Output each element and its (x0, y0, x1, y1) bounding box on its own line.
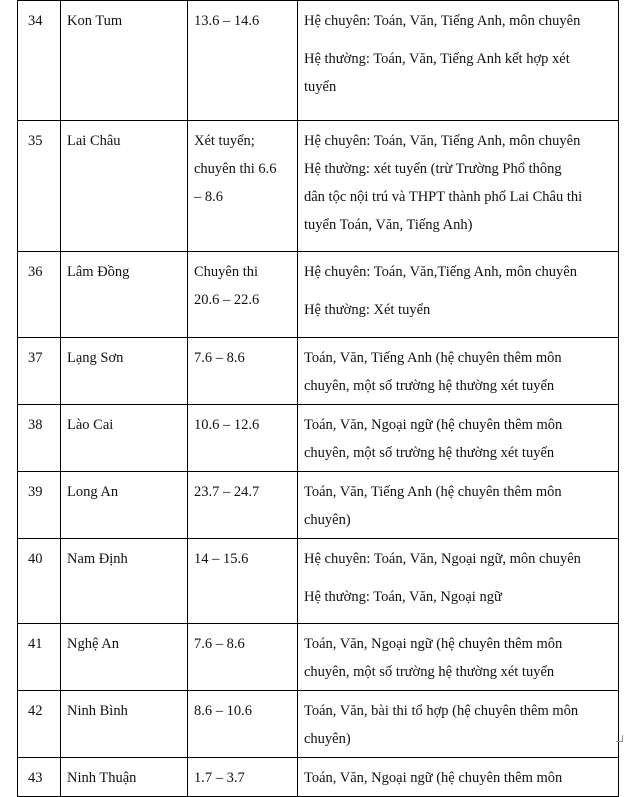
exam-date (188, 472, 298, 539)
exam-date-line: 7.6 – 8.6 (194, 636, 245, 652)
province-name: Nam Định (61, 539, 188, 624)
exam-date (188, 405, 298, 472)
province-name: Lào Cai (61, 405, 188, 472)
row-number: 37 (18, 338, 61, 405)
province-name: Long An (61, 472, 188, 539)
subjects-line: Toán, Văn, Tiếng Anh (hệ chuyên thêm môn (304, 484, 562, 500)
province-name: Ninh Bình (61, 691, 188, 758)
exam-date-line: 14 – 15.6 (194, 551, 249, 567)
province-name: Nghệ An (61, 624, 188, 691)
subjects-line: Toán, Văn, Tiếng Anh (hệ chuyên thêm môn (304, 350, 562, 366)
table-row (18, 691, 619, 758)
subjects-line: Toán, Văn, bài thi tổ hợp (hệ chuyên thêm môn (304, 703, 579, 719)
exam-date (188, 338, 298, 405)
table-row (18, 405, 619, 472)
province-name: Ninh Thuận (61, 758, 188, 797)
exam-subjects (298, 691, 619, 758)
province-name: Kon Tum (61, 1, 188, 121)
subjects-line: tuyển (304, 79, 337, 95)
subjects-line: Hệ thường: Toán, Văn, Tiếng Anh kết hợp xét (304, 51, 570, 67)
table-row (18, 758, 619, 797)
page-corner-mark (616, 735, 623, 742)
subjects-line: tuyển Toán, Văn, Tiếng Anh) (304, 217, 473, 233)
subjects-line: Hệ chuyên: Toán, Văn, Tiếng Anh, môn chuyên (304, 13, 581, 29)
subjects-line: chuyên, một số trường hệ thường xét tuyển (304, 664, 555, 680)
exam-subjects (298, 338, 619, 405)
subjects-line: Hệ chuyên: Toán, Văn,Tiếng Anh, môn chuyên (304, 264, 577, 280)
exam-date-line: Xét tuyển; (194, 133, 255, 149)
table-row (18, 539, 619, 624)
subjects-line: Hệ chuyên: Toán, Văn, Ngoại ngữ, môn chuyên (304, 551, 581, 567)
exam-subjects (298, 758, 619, 797)
exam-date-line: 1.7 – 3.7 (194, 770, 245, 786)
exam-subjects (298, 405, 619, 472)
subjects-line: Hệ thường: Xét tuyển (304, 302, 431, 318)
exam-schedule-table (17, 0, 619, 797)
row-number: 42 (18, 691, 61, 758)
table-row (18, 624, 619, 691)
row-number: 38 (18, 405, 61, 472)
subjects-line: chuyên) (304, 731, 351, 747)
table-row (18, 472, 619, 539)
exam-date (188, 121, 298, 252)
exam-date-line: chuyên thi 6.6 (194, 161, 277, 177)
exam-date (188, 624, 298, 691)
province-name: Lạng Sơn (61, 338, 188, 405)
row-number: 39 (18, 472, 61, 539)
exam-date (188, 1, 298, 121)
table-body (18, 1, 619, 797)
subjects-line: chuyên, một số trường hệ thường xét tuyển (304, 378, 555, 394)
province-name: Lai Châu (61, 121, 188, 252)
row-number: 34 (18, 1, 61, 121)
exam-subjects (298, 472, 619, 539)
exam-subjects (298, 1, 619, 121)
exam-date (188, 539, 298, 624)
exam-date-line: 7.6 – 8.6 (194, 350, 245, 366)
exam-subjects (298, 539, 619, 624)
table-row (18, 121, 619, 252)
exam-date-line: 13.6 – 14.6 (194, 13, 260, 29)
subjects-line: Hệ chuyên: Toán, Văn, Tiếng Anh, môn chuyên (304, 133, 581, 149)
exam-date (188, 758, 298, 797)
row-number: 36 (18, 252, 61, 338)
subjects-line: chuyên) (304, 512, 351, 528)
exam-date-line: 23.7 – 24.7 (194, 484, 260, 500)
subjects-line: Toán, Văn, Ngoại ngữ (hệ chuyên thêm môn (304, 770, 563, 786)
exam-date-line: 8.6 – 10.6 (194, 703, 252, 719)
table-row (18, 338, 619, 405)
exam-subjects (298, 252, 619, 338)
row-number: 40 (18, 539, 61, 624)
province-name: Lâm Đồng (61, 252, 188, 338)
row-number: 41 (18, 624, 61, 691)
subjects-line: dân tộc nội trú và THPT thành phố Lai Châu thi (304, 189, 583, 205)
exam-date (188, 252, 298, 338)
subjects-line: Toán, Văn, Ngoại ngữ (hệ chuyên thêm môn (304, 417, 563, 433)
exam-date-line: 10.6 – 12.6 (194, 417, 260, 433)
exam-date-line: – 8.6 (194, 189, 223, 205)
exam-subjects (298, 624, 619, 691)
exam-date-line: 20.6 – 22.6 (194, 292, 260, 308)
subjects-line: Hệ thường: Toán, Văn, Ngoại ngữ (304, 589, 502, 605)
subjects-line: chuyên, một số trường hệ thường xét tuyển (304, 445, 555, 461)
exam-subjects (298, 121, 619, 252)
exam-date-line: Chuyên thi (194, 264, 259, 280)
exam-date (188, 691, 298, 758)
subjects-line: Toán, Văn, Ngoại ngữ (hệ chuyên thêm môn (304, 636, 563, 652)
table-row (18, 1, 619, 121)
row-number: 35 (18, 121, 61, 252)
subjects-line: Hệ thường: xét tuyển (trừ Trường Phổ thông (304, 161, 562, 177)
table-row (18, 252, 619, 338)
row-number: 43 (18, 758, 61, 797)
